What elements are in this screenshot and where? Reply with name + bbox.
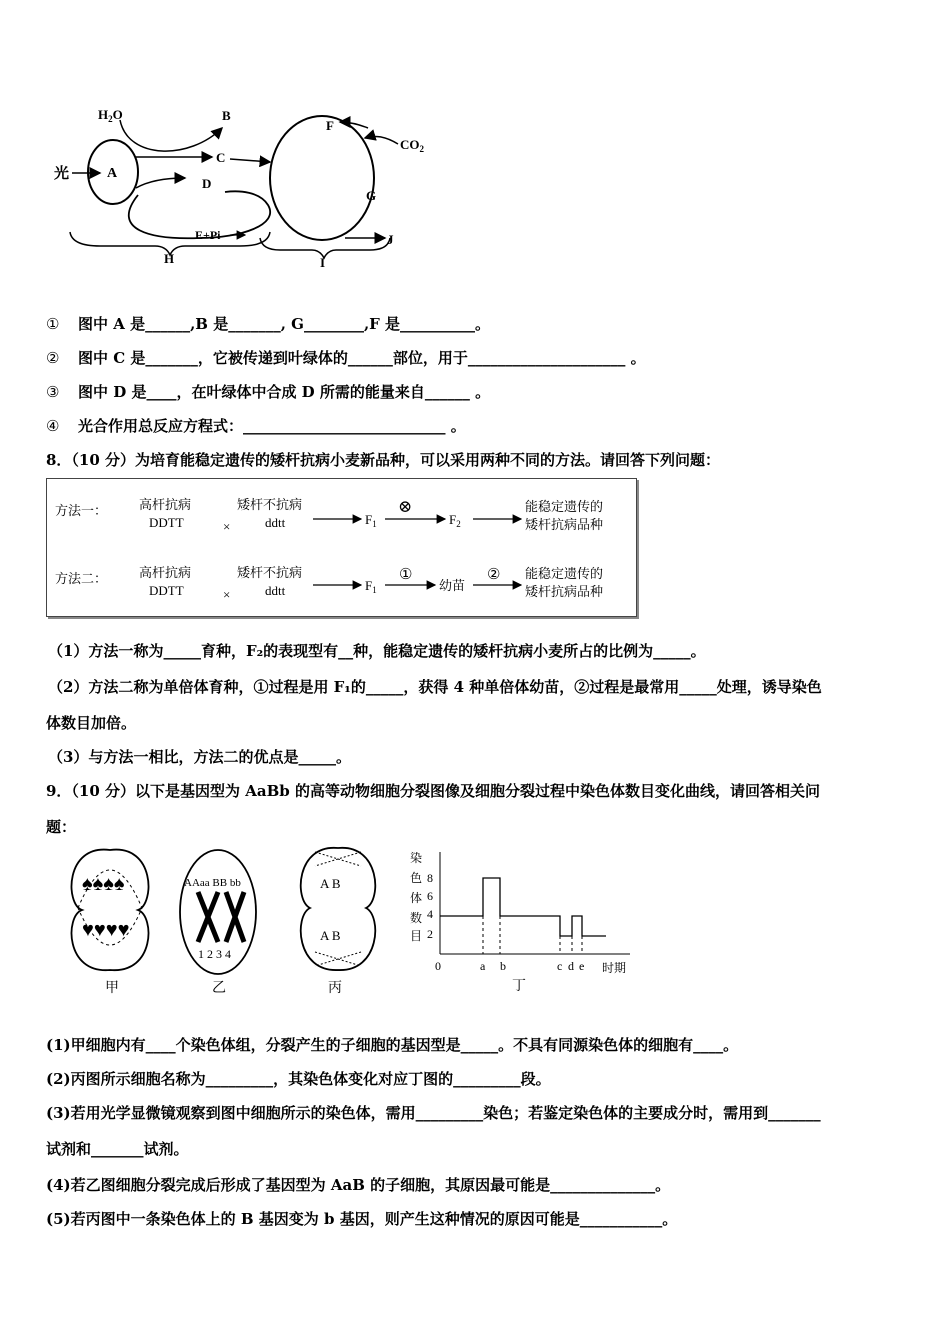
- method1-name: 方法一：: [55, 503, 108, 518]
- label-J: J: [387, 232, 394, 247]
- q9-heading-cont: 题：: [46, 818, 77, 836]
- svg-text:0: 0: [435, 959, 441, 973]
- svg-text:F1: $F_1$: [365, 512, 377, 529]
- svg-text:e: e: [579, 959, 585, 973]
- svg-text:能稳定遗传的: 能稳定遗传的: [525, 499, 604, 514]
- q9-question-3: (3)若用光学显微镜观察到图中细胞所示的染色体，需用_________染色；若鉴定染色体的主要成分时，需用到_______: [46, 1104, 821, 1122]
- selfing-symbol: ⊗: [398, 497, 413, 516]
- svg-text:×: ×: [223, 519, 231, 534]
- q7-item-1: ① 图中 A 是______,B 是_______, G________,F 是__________。: [46, 315, 491, 333]
- label-D: D: [202, 176, 212, 191]
- q9-question-1: (1)甲细胞内有____个染色体组，分裂产生的子细胞的基因型是_____。不具有同源染色体的细胞有____。: [46, 1036, 739, 1054]
- calvin-cycle: [270, 116, 377, 240]
- svg-text:时期: 时期: [602, 961, 627, 975]
- svg-text:2: 2: [427, 927, 433, 941]
- svg-text:能稳定遗传的: 能稳定遗传的: [525, 566, 604, 581]
- q8-question-3: （3）与方法一相比，方法二的优点是_____。: [48, 748, 351, 766]
- light-label: 光: [54, 166, 70, 182]
- cell-division-figure: [60, 842, 650, 1002]
- q8-question-1: （1）方法一称为_____育种，F₂的表现型有__种，能稳定遗传的矮杆抗病小麦所占的比例为_____。: [48, 642, 706, 660]
- label-F: F: [326, 118, 334, 133]
- cell-jia: [72, 850, 149, 971]
- label-H: H: [164, 251, 175, 266]
- svg-text:DDTT: DDTT: [149, 583, 184, 598]
- label-H2O: H: [98, 107, 109, 122]
- label-jia: 甲: [105, 981, 119, 996]
- q8-heading: 8．（10 分）为培育能稳定遗传的矮杆抗病小麦新品种，可以采用两种不同的方法。请回答下列问题：: [46, 451, 721, 469]
- svg-text:ddtt: ddtt: [265, 583, 286, 598]
- svg-text:CO2: $CO_2$: [400, 137, 424, 154]
- svg-text:目: 目: [410, 929, 423, 943]
- svg-text:6: 6: [427, 889, 433, 903]
- label-C: C: [216, 150, 226, 165]
- svg-text:H2O: $H_2O$: [98, 107, 123, 124]
- svg-text:d: d: [568, 959, 574, 973]
- svg-text:b: b: [500, 959, 506, 973]
- breeding-methods-box: [46, 478, 637, 617]
- svg-text:1 2 3 4: 1 2 3 4: [198, 947, 231, 961]
- label-B: B: [222, 108, 231, 123]
- chromosome-curve: [440, 878, 606, 936]
- svg-text:数: 数: [410, 911, 423, 925]
- label-ding: 丁: [512, 979, 526, 994]
- label-I: I: [320, 255, 326, 270]
- svg-text:矮杆不抗病: 矮杆不抗病: [237, 565, 303, 580]
- method2-name: 方法二：: [55, 571, 108, 586]
- svg-text:ddtt: ddtt: [265, 515, 286, 530]
- svg-text:4: 4: [427, 907, 433, 921]
- svg-text:8: 8: [427, 871, 433, 885]
- svg-text:幼苗: 幼苗: [439, 578, 466, 593]
- svg-text:F1: $F_1$: [365, 578, 377, 595]
- svg-text:高杆抗病: 高杆抗病: [139, 565, 192, 580]
- svg-text:染: 染: [410, 851, 423, 865]
- svg-text:A B: A B: [320, 928, 341, 943]
- svg-text:②: ②: [487, 567, 501, 583]
- svg-text:矮杆不抗病: 矮杆不抗病: [237, 497, 303, 512]
- svg-text:高杆抗病: 高杆抗病: [139, 497, 192, 512]
- svg-text:F2: $F_2$: [449, 512, 461, 529]
- cell-bing: [301, 848, 376, 970]
- q9-question-4: (4)若乙图细胞分裂完成后形成了基因型为 AaB 的子细胞，其原因最可能是______________。: [46, 1176, 671, 1194]
- svg-text:a: a: [480, 959, 486, 973]
- svg-text:c: c: [557, 959, 563, 973]
- q7-item-3: ③ 图中 D 是____，在叶绿体中合成 D 所需的能量来自______ 。: [46, 383, 491, 401]
- q9-question-2: (2)丙图所示细胞名称为_________，其染色体变化对应丁图的_________段。: [46, 1070, 551, 1088]
- svg-text:♠♠♠♠: ♠♠♠♠: [82, 873, 125, 895]
- svg-text:×: ×: [223, 587, 231, 602]
- label-E-Pi: E+Pi: [195, 228, 221, 242]
- q8-question-2: （2）方法二称为单倍体育种，①过程是用 F₁的_____，获得 4 种单倍体幼苗，②过程是最常用_____处理，诱导染色: [48, 678, 822, 696]
- q9-question-5: (5)若丙图中一条染色体上的 B 基因变为 b 基因，则产生这种情况的原因可能是___________。: [46, 1210, 678, 1228]
- label-CO2: CO: [400, 137, 420, 152]
- q8-question-2-cont: 体数目加倍。: [46, 714, 137, 732]
- svg-text:体: 体: [410, 891, 423, 905]
- chromosome-number-graph: [410, 850, 630, 994]
- label-A: A: [107, 166, 118, 181]
- q7-item-4: ④ 光合作用总反应方程式：___________________________ 。: [46, 417, 466, 435]
- svg-text:AAaa BB bb: AAaa BB bb: [184, 877, 241, 889]
- svg-text:矮杆抗病品种: 矮杆抗病品种: [525, 584, 604, 599]
- photosynthesis-diagram: [40, 100, 460, 275]
- label-bing: 丙: [328, 981, 342, 996]
- q9-question-3-cont: 试剂和_______试剂。: [46, 1140, 189, 1158]
- cell-yi: [180, 850, 256, 974]
- label-G: G: [366, 188, 377, 203]
- svg-text:①: ①: [399, 567, 413, 583]
- svg-text:DDTT: DDTT: [149, 515, 184, 530]
- svg-text:矮杆抗病品种: 矮杆抗病品种: [525, 517, 604, 532]
- svg-text:A B: A B: [320, 876, 341, 891]
- q9-heading: 9．（10 分）以下是基因型为 AaBb 的高等动物细胞分裂图像及细胞分裂过程中染色体数目变化曲线，请回答相关问: [46, 782, 821, 800]
- svg-text:色: 色: [410, 871, 423, 885]
- svg-text:♥♥♥♥: ♥♥♥♥: [82, 919, 130, 941]
- label-yi: 乙: [212, 981, 226, 996]
- q7-item-2: ② 图中 C 是_______，它被传递到叶绿体的______部位，用于_____________________ 。: [46, 349, 646, 367]
